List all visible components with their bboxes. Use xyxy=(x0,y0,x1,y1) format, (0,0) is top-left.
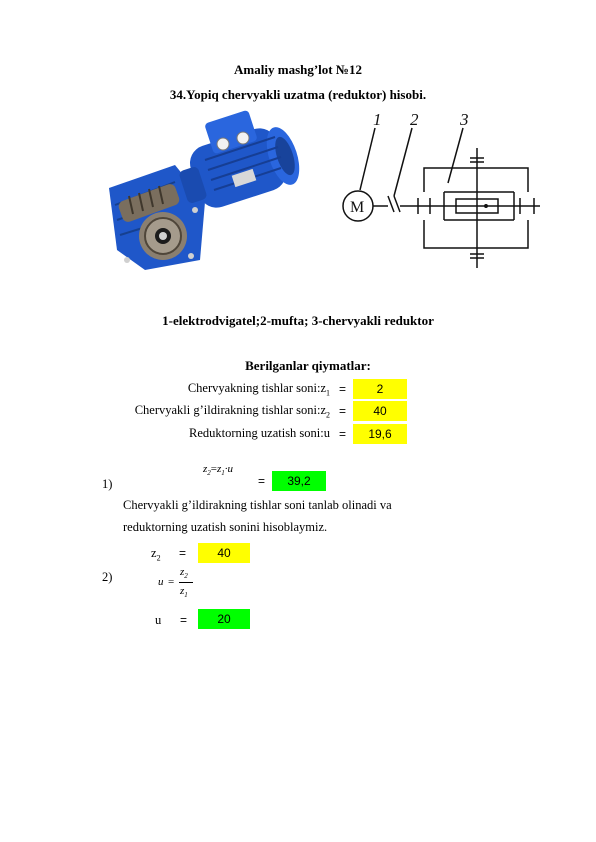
step1-formula: $z_2=z_1\cdot u$ xyxy=(203,463,234,478)
given-label-u: Reduktorning uzatish soni:u xyxy=(189,426,330,440)
topic-title: 34.Yopiq chervyakli uzatma (reduktor) hisobi. xyxy=(169,87,427,102)
step2-formula: u = $z_2$ $z_1$ xyxy=(158,566,218,602)
step1-note-line2: reduktorning uzatish sonini hisoblaymiz. xyxy=(123,520,328,534)
scheme-label-1: 1 xyxy=(373,110,382,129)
step1-chosen-value: 40 xyxy=(198,543,250,563)
practice-title: Amaliy mashg’lot №12 xyxy=(234,62,362,77)
step2-result-label: u xyxy=(155,613,162,627)
given-value-z1: 2 xyxy=(353,379,407,399)
step1-result: 39,2 xyxy=(272,471,326,491)
gear-motor-photo xyxy=(105,110,305,275)
step1-number: 1) xyxy=(102,477,113,491)
step1-eq: = xyxy=(258,474,266,488)
kinematic-scheme xyxy=(330,108,545,268)
given-label-z1: Chervyakning tishlar $soni:z_1$ xyxy=(187,381,330,398)
scheme-label-2: 2 xyxy=(410,110,419,129)
given-eq-z2: = xyxy=(339,404,347,418)
step2-denominator: $z_1$ xyxy=(180,585,188,600)
step1-chosen-eq: = xyxy=(179,546,187,560)
step2-result-value: 20 xyxy=(198,609,250,629)
step2-number: 2) xyxy=(102,570,113,584)
given-value-u: 19,6 xyxy=(353,424,407,444)
given-eq-u: = xyxy=(339,427,347,441)
scheme-label-3: 3 xyxy=(460,110,469,129)
step1-note-line1: Chervyakli g’ildirakning tishlar soni tanlab olinadi va xyxy=(123,498,392,512)
given-eq-z1: = xyxy=(339,382,347,396)
given-value-z2: 40 xyxy=(353,401,407,421)
step1-chosen-label: $z_2$ xyxy=(151,546,161,563)
fraction-bar xyxy=(179,582,193,583)
given-heading: Berilganlar qiymatlar: xyxy=(245,358,371,373)
step2-result-eq: = xyxy=(180,613,188,627)
figure-caption: 1-elektrodvigatel;2-mufta; 3-chervyakli reduktor xyxy=(162,313,434,328)
motor-symbol: M xyxy=(350,199,365,216)
given-label-z2: Chervyakli g’ildirakning tishlar $soni:z_2$ xyxy=(134,403,330,420)
step2-numerator: $z_2$ xyxy=(180,566,188,581)
